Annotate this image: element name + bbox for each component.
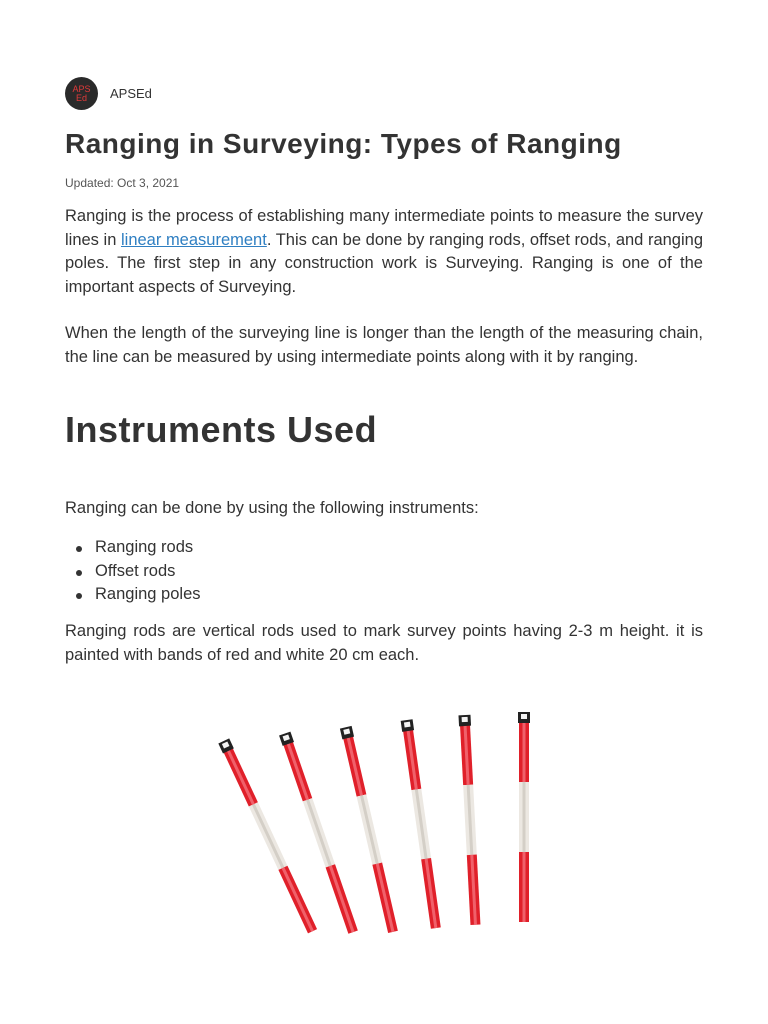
intro-paragraph [65,205,703,299]
list-item: Offset rods [65,560,201,584]
rod-3 [340,726,399,933]
list-item: Ranging poles [65,583,201,607]
ranging-rods-paragraph: Ranging rods are vertical rods used to mark survey points having 2-3 m height. it is painted with bands of red and white 20 cm each. [65,622,703,664]
updated-date: Updated: Oct 3, 2021 [65,176,180,190]
rod-4 [401,719,442,929]
ranging-rods-image [210,710,550,940]
rod-2 [279,732,359,934]
list-item: Ranging rods [65,536,201,560]
author-byline [65,77,152,110]
instruments-intro: Ranging can be done by using the following instruments: [65,499,479,517]
intro-text-start: Ranging is the process of establishing many intermediate points to measure the survey lines in [65,207,703,249]
linear-measurement-link[interactable]: linear measurement [120,230,267,249]
instruments-list [65,536,201,607]
article-title: Ranging in Surveying: Types of Ranging [65,128,622,159]
author-name[interactable]: APSEd [110,86,152,101]
rod-5 [458,715,481,925]
rod-1 [218,738,318,933]
intro-text-end: . This can be done by ranging rods, offset rods, and ranging poles. The first step in any construction work is Surveying. Ranging is one of the important aspects of Surveying. [65,230,703,296]
ranging-paragraph: When the length of the surveying line is longer than the length of the measuring chain, the line can be measured by using intermediate points along with it by ranging. [65,324,703,366]
avatar-text-top: APS [72,83,91,94]
section-heading: Instruments Used [65,409,378,450]
rod-6 [518,712,530,922]
avatar-text-bottom: Ed [75,92,87,103]
avatar[interactable] [65,77,98,110]
